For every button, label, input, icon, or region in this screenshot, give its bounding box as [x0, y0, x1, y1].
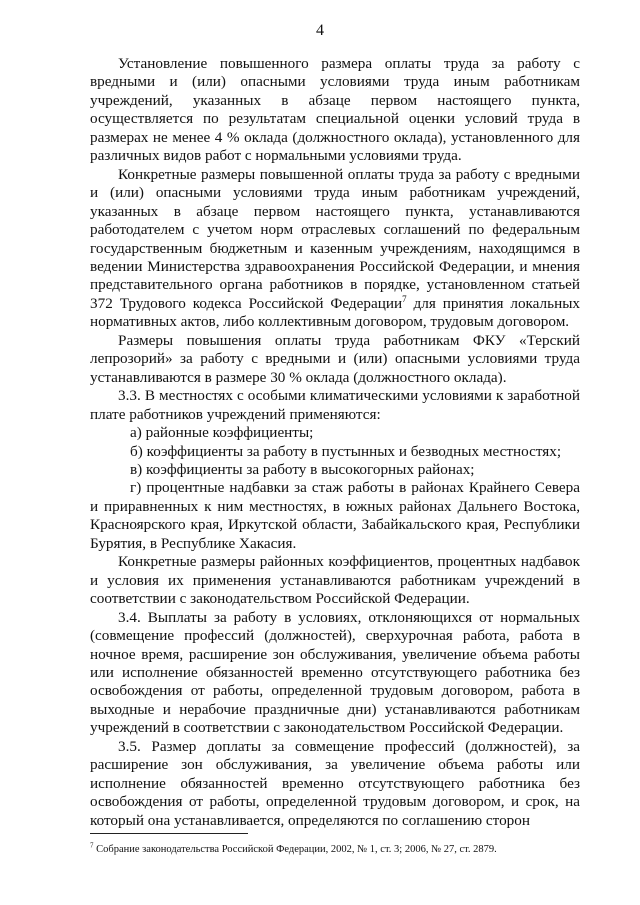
section-3-5: 3.5. Размер доплаты за совмещение профессий (должностей), за расширение зон обслуживания, за увеличение объема работы или исполнение обязанностей временно отсутствующего работника без освобождения от работы, определенной трудовым договором, и срок, на который она устанавливается, определяются по соглашению сторон — [90, 737, 580, 829]
section-3-3: 3.3. В местностях с особыми климатическими условиями к заработной плате работников учреждений применяются: — [90, 387, 580, 423]
paragraph: Конкретные размеры районных коэффициентов, процентных надбавок и условия их применения устанавливаются работникам учреждений в соответствии с законодательством Российской Федерации. — [90, 553, 580, 608]
paragraph-text: Конкретные размеры повышенной оплаты труда за работу с вредными и (или) опасными условиями труда иным работникам учреждений, указанных в абзаце первом настоящего пункта, устанавливаются работодателем с учетом норм отраслевых соглашений по федеральным государственным бюджетным и казенным учреждениям, находящимся в ведении Министерства здравоохранения Российской Федерации, и мнения представительного органа работников в порядке, установленном статьей 372 Трудового кодекса Российской Федерации — [90, 165, 580, 312]
paragraph — [90, 166, 580, 332]
document-body — [90, 55, 580, 830]
list-item: а) районные коэффициенты; — [130, 424, 314, 442]
footnote-marker: 7 — [90, 841, 94, 850]
paragraph: Установление повышенного размера оплаты труда за работу с вредными и (или) опасными условиями труда иным работникам учреждений, указанных в абзаце первом настоящего пункта, осуществляется по результатам специальной оценки условий труда в размерах не менее 4 % оклада (должностного оклада), установленного для различных видов работ с нормальными условиями труда. — [90, 55, 580, 165]
list-item: г) процентные надбавки за стаж работы в районах Крайнего Севера и приравненных к ним местностях, в южных районах Дальнего Востока, Красноярского края, Иркутской области, Забайкальского края, Республики Бурятия, в Республике Хакасия. — [90, 479, 580, 552]
page-number: 4 — [316, 22, 324, 39]
paragraph: Размеры повышения оплаты труда работникам ФКУ «Терский лепрозорий» за работу с вредными и (или) опасными условиями труда устанавливаются в размере 30 % оклада (должностного оклада). — [90, 331, 580, 386]
section-3-4: 3.4. Выплаты за работу в условиях, отклоняющихся от нормальных (совмещение профессий (должностей), сверхурочная работа, работа в ночное время, расширение зон обслуживания, увеличение объема работы или исполнение обязанностей временно отсутствующего работника без освобождения от работы, определенной трудовым договором, работа в выходные и нерабочие праздничные дни) устанавливаются работникам учреждений в соответствии с законодательством Российской Федерации. — [90, 608, 580, 737]
list-item: б) коэффициенты за работу в пустынных и безводных местностях; — [130, 442, 562, 460]
footnote-divider — [90, 833, 248, 834]
paragraph-text: для принятия локальных нормативных актов, либо коллективным договором, трудовым договором. — [90, 294, 580, 331]
footnote-text: Собрание законодательства Российской Федерации, 2002, № 1, ст. 3; 2006, № 27, ст. 2879. — [93, 844, 497, 855]
footnote-reference[interactable]: 7 — [402, 293, 407, 304]
list-item: в) коэффициенты за работу в высокогорных районах; — [130, 460, 475, 478]
footnote — [90, 843, 580, 856]
